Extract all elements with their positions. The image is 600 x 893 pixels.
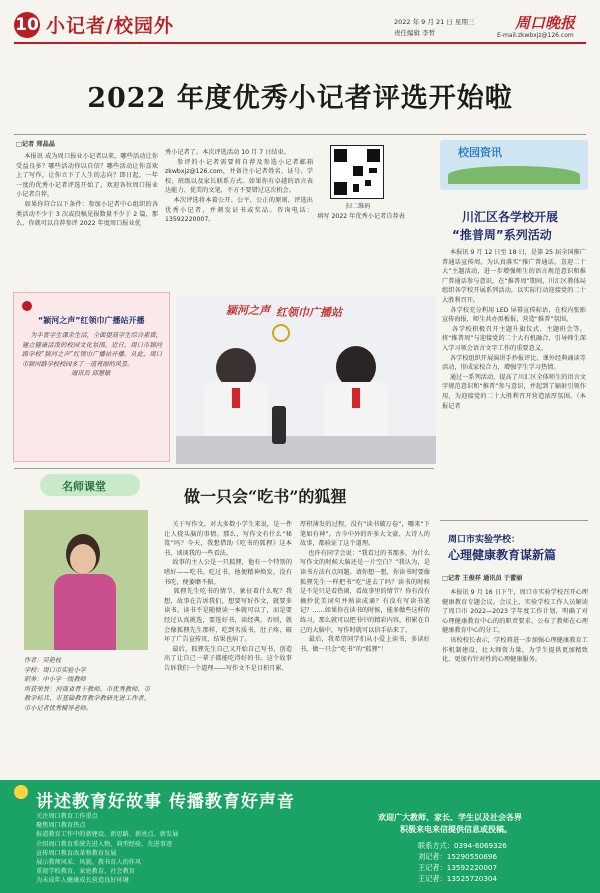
author-caption: 作者：吴艳枝 学校：周口市实验小学 职务：中小学一级教师 所获荣誉：河南省骨干教师、市优秀教师、市教学标兵、市基础教育教学教研先进工作者、市小记者优秀辅导老师。 bbox=[24, 657, 150, 712]
broadcast-body: 为丰富学生课余生活，全面提高学生综合素质，建立健康活泼的校园文化氛围，近日，周口市颍河路学校“颍河之声”红领巾广播站开播。从此，周口市颍河路学校校园多了一道亮丽的风景。 通讯员 邱慧敏 bbox=[22, 332, 162, 378]
footer-topic: 展示教师风采、风貌、教书育人的作风 bbox=[36, 859, 142, 867]
headline-rule bbox=[14, 134, 586, 135]
contact-email: E-mail:zkwbxjz@126.com bbox=[497, 32, 574, 39]
footer-bullet-icon bbox=[14, 785, 28, 799]
article1-col2: 秀小记者了。本次评选活动 10 月 7 日结束。 参评的小记者需要将自荐及参选小记者邮箱 zkwbxjz@126.com，并备注小记者姓名、证号、学校、班级以及家长联系方式。如果你有卓越的语言表达能力、优美的文笔，不方不要错过这次机会。 本次评选将本着公开、公平、公正的原则，评选出优秀小记者，并颁发证书或奖品。咨询电话：13592220007。 bbox=[165, 149, 314, 224]
author-dress bbox=[54, 574, 116, 650]
contact-line: 联系方式：0394-6069326 bbox=[418, 841, 507, 850]
photo-banner-line2: 红领巾广播站 bbox=[276, 306, 342, 319]
campus-news-title-1: 川汇区各学校开展 bbox=[462, 210, 559, 224]
desk bbox=[176, 436, 436, 464]
teacher-label-pill bbox=[40, 474, 140, 496]
campus-banner-label: 校园资讯 bbox=[458, 146, 502, 159]
campus-news-body: 本报讯 9 月 12 日至 18 日，是第 25 届全国推广普通话宣传周。为认真落实“推广普通话，喜迎二十大”主题活动，进一步增强师生的语言规范意识和推广普通话参与意识，在“推普周”期间，川汇区教体局组织各学校开展系列活动，以实际行动迎接党的二十大胜利召开。 各学校充分利用 LED 屏幕宣传标语，在校内张贴宣传海报，师生共办黑板报，营造“推普”氛围。 各学校积极召开主题升旗仪式、主题班会等，将“推普周”与迎接党的二十大有机融合，引导师生深入学习领会语言文字工作的重要意义。 各学校组织开展演讲手抄报评比、课外经典诵读等活动，形成家校合力，增强学生学习热情。 通过一系列活动，提高了川汇区全体师生的语言文字规范意识和“推普”参与意识，并起到了辐射引领作用，为迎接党的二十大胜利召开营造浓厚氛围。（本报记者 bbox=[442, 249, 587, 410]
mental-health-title: 心理健康教育谋新篇 bbox=[448, 548, 557, 562]
article1-col1: 本报讯 成为周口报业小记者以来，哪些活动让你受益良多？哪些活动你以自信？哪些活动让你喜欢上了写作，让你立下了人生的志向？即日起，一年一度的优秀小记者评选开始了，欢迎各位周口报业小记者自荐。 如果你符合以下条件：参加小记者中心组织的各类活动不少于 3 次或投稿见报数量不少于 2 篇，那么，你就可以自荐参评 2022 年度周口报业优 bbox=[16, 153, 159, 228]
footer-topic: 为未成年人健康成长营造良好环境 bbox=[36, 877, 129, 885]
qr-code[interactable] bbox=[330, 145, 384, 199]
campus-news-title-2: “推普周”系列活动 bbox=[452, 228, 552, 242]
section-title: 小记者/校园外 bbox=[46, 15, 174, 37]
header-rule bbox=[14, 42, 586, 44]
microphone-icon bbox=[22, 301, 32, 311]
broadcast-title: “颍河之声”红领巾广播站开播 bbox=[38, 316, 145, 325]
contact-line: 王记者：13592220007 bbox=[418, 863, 498, 872]
teacher-label: 名师课堂 bbox=[62, 480, 106, 493]
teacher-article-col1: 关于写作文，对大多数小学生来说，是一件让人挠头脑的事情。那么，写作文有什么“秘笈”吗？今天，我想借助《吃书的狐狸》这本书，谈谈我的一些看法。 故事的主人公是一只狐狸，他有一个特别的嗜好——吃书。吃过书，他便精神焕发，没有书吃，便萎靡不振。 狐狸先生吃书的情节，象征着什么呢？我想，故事在告诉我们，想要写好作文，就要多读书。读书不是随便读一本就可以了，而是要经过认真挑选，要选好书，读经典。否则，就会像狐狸先生那样，吃到劣质书，肚子疼，破坏了广告宣传页，结果也病了。 最后，狐狸先生自己又开始自己写书，创造出了让自己一辈子都能吃得好的书。这个故事告诉我们一个道理——写作文不是目积月累、 bbox=[164, 521, 293, 672]
photo-banner-line1: 颍河之声 bbox=[226, 304, 270, 317]
red-scarf-2 bbox=[352, 388, 360, 408]
footer-topic: 聚焦周口教育热点 bbox=[36, 822, 86, 830]
contact-line: 刘记者：15290550696 bbox=[418, 852, 498, 861]
mental-health-kicker: 周口市实验学校： bbox=[448, 535, 521, 545]
page-number-badge: 10 bbox=[14, 12, 40, 38]
footer-slogan: 讲述教育好故事 传播教育好声音 bbox=[36, 792, 295, 812]
teacher-article-col2: 厚积薄发的过程，没有“读书破万卷”，哪来“下笔如有神”。古今中外的许多大文豪、大诗人的故事，都验证了这个道理。 也许有同学会说：“我看过的书那多，为什么写作文的时候大脑还是一片空白？”我认为，是读书方法有点问题。请你想一想，你读书时要像狐狸先生一样把书“吃”进去了吗？读书的时候是不是只是看热闹，看故事里的情节？你有没有摘抄优美词句并熟读成诵？有没有写读书笔记？……如果你在读书的时候，能多做些这样的练习，那么就可以把书中的精彩内容，积累在自己的大脑中，写作时就可以信手拈来了。 最后，我希望同学们从小爱上读书，多读好书，做一只会“吃书”的“狐狸”！ bbox=[300, 521, 430, 653]
contact-line: 王记者：13525720304 bbox=[418, 874, 498, 883]
newspaper-logo: 周口晚报 bbox=[515, 14, 576, 32]
qr-caption: 扫二维码 bbox=[345, 203, 371, 210]
footer-topic: 报道教育工作中的新建设、新思路、新亮点、新发展 bbox=[36, 831, 179, 839]
footer-topic: 宣传周口教育改革和教育发展 bbox=[36, 849, 117, 857]
right-section-rule bbox=[440, 520, 588, 521]
badge-emblem-icon bbox=[272, 324, 290, 342]
teacher-article-title: 做一只会“吃书”的狐狸 bbox=[184, 487, 347, 506]
mental-health-body: 本报讯 9 月 16 日下午，周口市实验学校召开心理健康教育专题会议。会议上，实验学校工作人员解读了周口市 2022—2023 学年度工作计划，明确了对心理健康教育中心的的职责要求，公布了教师在心理健康教育中心的分工。 该校校长表示，学校将进一步加强心理健康教育工作机制建设，壮大师资力量，为学生提供更加精致化、更加有针对性的心理健康服务。 bbox=[442, 589, 588, 664]
banner-hill-shape bbox=[448, 166, 580, 184]
author-face bbox=[70, 544, 96, 574]
footer-contacts bbox=[418, 840, 507, 884]
footer-welcome-2: 积极来电来信提供信息或投稿。 bbox=[400, 825, 512, 834]
author-photo bbox=[24, 510, 148, 650]
issue-date: 2022 年 9 月 21 日 星期三 bbox=[394, 18, 475, 26]
red-scarf bbox=[232, 388, 240, 408]
mental-health-byline: □记者 王俊祥 通讯员 于蕾丽 bbox=[442, 575, 523, 582]
footer-topic-list bbox=[36, 812, 336, 886]
footer-topic: 介绍周口教育系统先进人物、典型经验、先进事迹 bbox=[36, 840, 173, 848]
main-headline: 2022 年度优秀小记者评选开始啦 bbox=[87, 83, 513, 114]
footer-topic: 关注周口教育工作重点 bbox=[36, 813, 98, 820]
editor-credit: 责任编辑 李皙 bbox=[394, 29, 436, 37]
broadcast-photo bbox=[176, 296, 436, 464]
broadcast-box bbox=[13, 292, 170, 462]
section-rule bbox=[14, 468, 434, 469]
microphone-stand-icon bbox=[272, 406, 286, 444]
footer-welcome-1: 欢迎广大教师、家长、学生以及社会各界 bbox=[378, 813, 522, 822]
article1-byline: □记者 郑晶晶 bbox=[16, 141, 55, 148]
qr-caption-2: 填写 2022 年优秀小记者自荐表 bbox=[317, 213, 405, 220]
footer-topic: 重视学校教育、家庭教育、社会教育 bbox=[36, 868, 135, 876]
campus-banner bbox=[440, 140, 588, 190]
